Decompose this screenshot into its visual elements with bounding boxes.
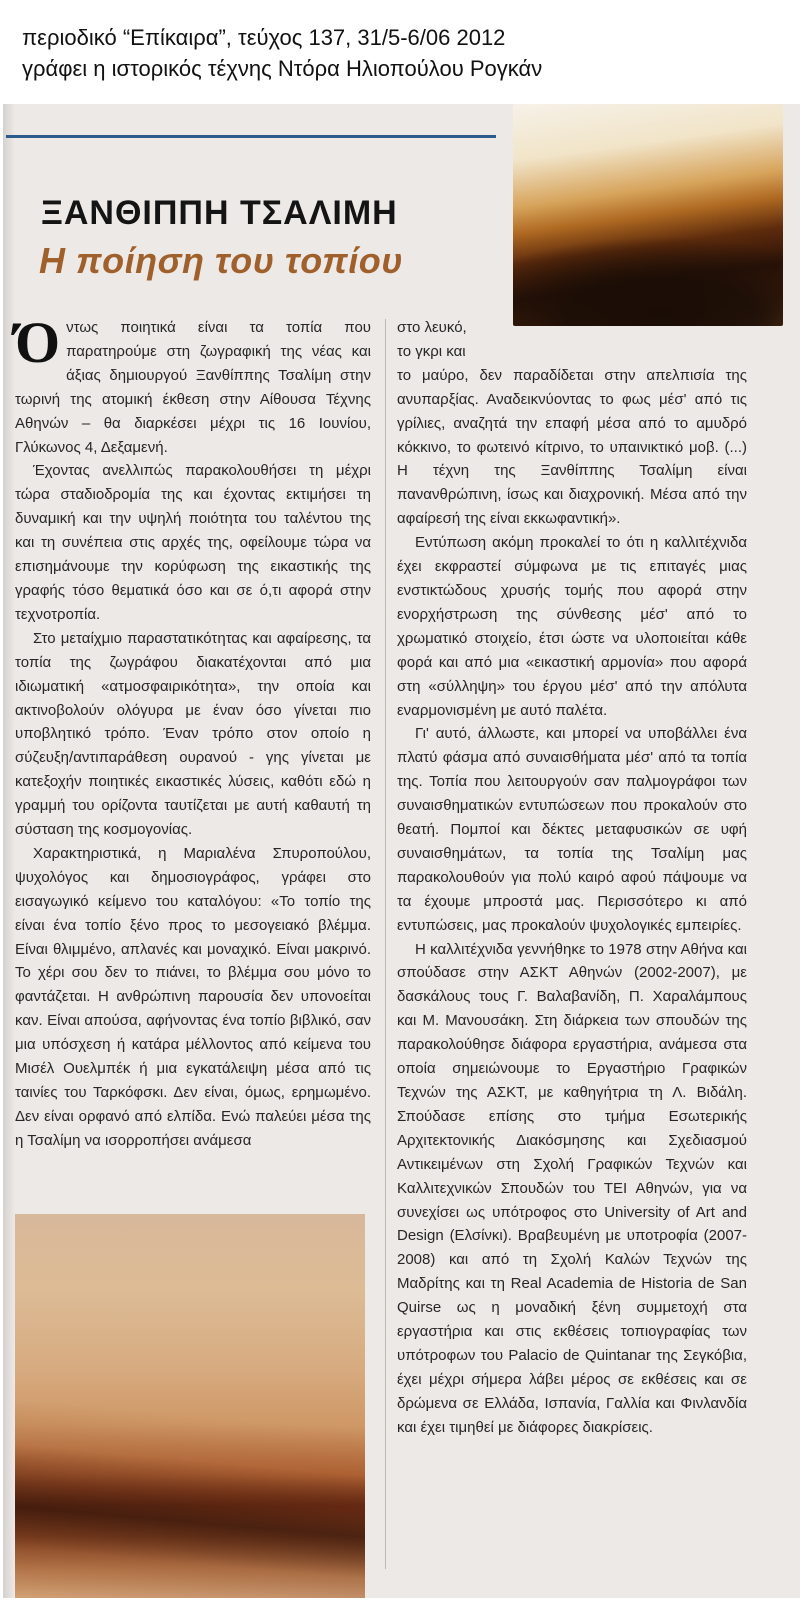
landscape-painting-bottom — [15, 1214, 365, 1598]
paragraph: Χαρακτηριστικά, η Μαριαλένα Σπυροπούλου, ψυχολόγος και δημοσιογράφος, γράφει στο εισαγωγικό κείμενο του καταλόγου: «Το τοπίο της είναι ένα τοπίο ξένο προς το μεσογειακό βλέμμα. Είναι θλιμμένο, απλανές και μοναχικό. Είναι μακρινό. Το χέρι σου δεν το πιάνει, το βλέμμα σου μόνο το φαντάζεται. Η ανθρώπινη παρουσία δεν υπονοείται καν. Είναι απούσα, αφήνοντας ένα τοπίο βιβλικό, σαν μια υπόσχεση ή κατάρα μέλλοντος από κείμενα του Μισέλ Ουελμπέκ ή μια εγκατάλειψη μέσα από τις ταινίες του Ταρκόφσκι. Δεν είναι, όμως, ερημωμένο. Δεν είναι ορφανό από ελπίδα. Ενώ παλεύει μέσα της η Τσαλίμη να ισορροπήσει ανάμεσα — [15, 844, 371, 1149]
paragraph-text: ντως ποιητικά είναι τα τοπία που παρατηρούμε στη ζωγραφική της νέας και άξιας δημιουργού Ξανθίππης Τσαλίμη στην τωρινή της ατομική έκθεση στην Αίθουσα Τέχνης Αθηνών – θα διαρκέσει μέχρι τις 16 Ιουνίου, Γλύκωνος 4, Δεξαμενή. — [15, 319, 371, 456]
landscape-painting-top — [513, 104, 783, 326]
paragraph: στο λευκό, το γκρι και το μαύρο, δεν παραδίδεται στην απελπισία της ανυπαρξίας. Αναδεικνύοντας το φως μέσ' από τις γρίλιες, αναζητά την επαφή μέσα από το αμυδρό κόκκινο, το φωτεινό κίτρινο, το υπαινικτικό μοβ. (...) Η τέχνη της Ξανθίππης Τσαλίμη είναι πανανθρώπινη, ίσως και διαχρονική. Μέσα από την αφαίρεσή της είναι εκκωφαντική». — [397, 319, 747, 528]
column-divider — [385, 319, 386, 1569]
caption-line-1: περιοδικό “Επίκαιρα”, τεύχος 137, 31/5-6/06 2012 — [22, 25, 506, 50]
paragraph: Γι' αυτό, άλλωστε, και μπορεί να υποβάλλει ένα πλατύ φάσμα από συναισθήματα μέσ' από τα τοπία της. Τοπία που λειτουργούν σαν παλμογράφοι των συναισθηματικών εντυπώσεων που προκαλούν στο θεατή. Πομποί και δέκτες μεταφυσικών σε υφή συναισθημάτων, τα τοπία της Τσαλίμη μας παρακολουθούν για πολύ καιρό αφού πάψουμε να τα έχουμε μπροστά μας. Περισσότερο κι από εντυπώσεις, μας προκαλούν ψυχολογικές εμπειρίες. — [397, 725, 747, 934]
article-subtitle: Η ποίηση του τοπίου — [39, 240, 403, 281]
article-title: ΞΑΝΘΙΠΠΗ ΤΣΑΛΙΜΗ — [41, 194, 398, 232]
drop-cap: Ό — [15, 310, 61, 375]
magazine-page — [3, 104, 800, 1598]
paragraph: Στο μεταίχμιο παραστατικότητας και αφαίρεσης, τα τοπία της ζωγράφου διακατέχονται από μια ιδιωματική «ατμοσφαιρικότητα», την οποία και ακτινοβολούν ολόγυρα με έναν όσο γίνεται πιο υποβλητικό τρόπο. Έναν τρόπο στον οποίο η σύζευξη/αντιπαράθεση ουρανού - γης γίνεται με κατεξοχήν ποιητικές εικαστικές λύσεις, καθότι εδώ η γραμμή του ορίζοντα ταυτίζεται με αυτή καθαυτή τη σύσταση της κοσμογονίας. — [15, 629, 371, 839]
caption-line-2: γράφει η ιστορικός τέχνης Ντόρα Ηλιοπούλου Ρογκάν — [22, 56, 543, 81]
article-column-1 — [15, 310, 371, 1153]
paragraph: Εντύπωση ακόμη προκαλεί το ότι η καλλιτέχνιδα έχει εκφραστεί σύμφωνα με τις επιταγές μιας ενστικτώδους χρυσής τομής που αφορά στην ενορχήστρωση της σύνθεσης μέσ' από το χρωματικό στοιχείο, έτσι ώστε να υλοποιείται κάθε φορά και από μια «εικαστική αρμονία» που αφορά στη «σύλληψη» του έργου μέσ' από την απόλυτα εναρμονισμένη με αυτό παλέτα. — [397, 534, 747, 719]
paragraph — [15, 310, 371, 459]
source-caption — [22, 22, 542, 84]
article-column-2 — [397, 316, 747, 1440]
header-rule — [6, 135, 496, 138]
paragraph: Έχοντας ανελλιπώς παρακολουθήσει τη μέχρι τώρα σταδιοδρομία της και έχοντας εκτιμήσει τη δυναμική και την υψηλή ποιότητα του ταλέντου της και τη συνέπεια στις αρχές της, οφείλουμε τώρα να επισημάνουμε την κορύφωση της εικαστικής της γραφής τόσο θεματικά όσο και σε ό,τι αφορά στην τεχνοτροπία. — [15, 462, 371, 623]
paragraph: Η καλλιτέχνιδα γεννήθηκε το 1978 στην Αθήνα και σπούδασε στην ΑΣΚΤ Αθηνών (2002-2007), με δασκάλους τους Γ. Βαλαβανίδη, Π. Χαραλάμπους και Μ. Μανουσάκη. Στη διάρκεια των σπουδών της παρακολούθησε διάφορα εργαστήρια, ανάμεσα στα οποία σημειώνουμε το Εργαστήριο Γραφικών Τεχνών της ΑΣΚΤ, με καθηγήτρια τη Λ. Βιδάλη. Σπούδασε επίσης στο τμήμα Εσωτερικής Αρχιτεκτονικής Διακόσμησης και Σχεδιασμού Αντικειμένων στη Σχολή Γραφικών Τεχνών και Καλλιτεχνικών Σπουδών του ΤΕΙ Αθηνών, για να συνεχίσει ως υπότροφος στο University of Art and Design (Ελσίνκι). Βραβευμένη με υποτροφία (2007-2008) και από τη Σχολή Καλών Τεχνών της Μαδρίτης και τη Real Academia de Historia de San Quirse ως η μοναδική ξένη συμμετοχή στα εργαστήρια και στις εκθέσεις τοπιογραφίας των υπότροφων του Palacio de Quintanar της Σεγκόβια, έχει μέχρι σήμερα λάβει μέρος σε εκθέσεις και σε δρώμενα σε Ελλάδα, Ισπανία, Γαλλία και Φινλανδία και έχει τιμηθεί με διάφορες διακρίσεις. — [397, 940, 747, 1436]
page-shadow — [3, 104, 15, 1598]
